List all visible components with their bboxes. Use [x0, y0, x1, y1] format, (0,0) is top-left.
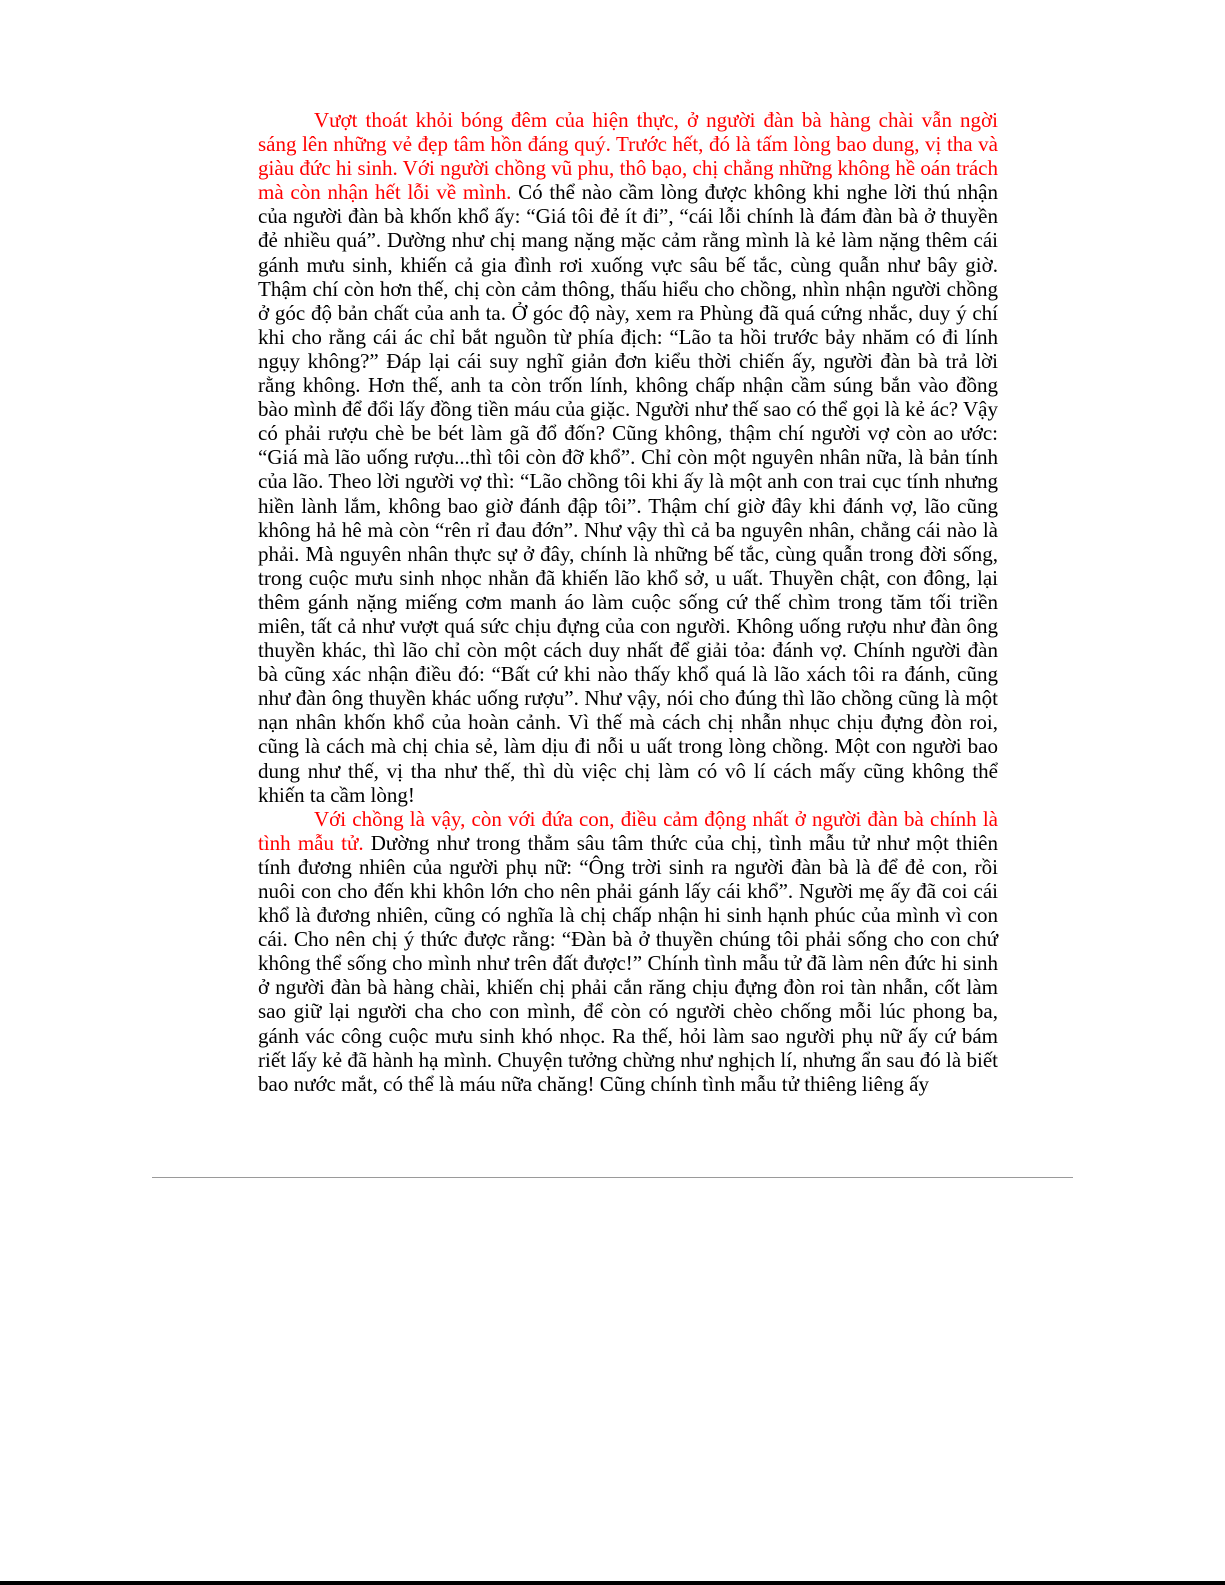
page-divider: [152, 1177, 1073, 1178]
paragraph-2: [258, 807, 998, 1096]
paragraph-1: [258, 108, 998, 807]
document-body: [258, 108, 998, 1096]
highlighted-sentence-2: Với chồng là vậy, còn với đứa con, điều cảm động nhất ở người đàn bà chính là tình mẫu tử.: [258, 806, 998, 855]
paragraph-1-body: Có thể nào cầm lòng được không khi nghe lời thú nhận của người đàn bà khốn khổ ấy: “Giá tôi đẻ ít đi”, “cái lỗi chính là đám đàn bà ở thuyền đẻ nhiều quá”. Dường như chị mang nặng mặc cảm rằng mình là kẻ làm nặng thêm cái gánh mưu sinh, khiến cả gia đình rơi xuống vực sâu bế tắc, cùng quẫn như bây giờ. Thậm chí còn hơn thế, chị còn cảm thông, thấu hiểu cho chồng, nhìn nhận người chồng ở góc độ bản chất của anh ta. Ở góc độ này, xem ra Phùng đã quá cứng nhắc, duy ý chí khi cho rằng cái ác chỉ bắt nguồn từ phía địch: “Lão ta hồi trước bảy nhăm có đi lính ngụy không?” Đáp lại cái suy nghĩ giản đơn kiểu thời chiến ấy, người đàn bà trả lời rằng không. Hơn thế, anh ta còn trốn lính, không chấp nhận cầm súng bắn vào đồng bào mình để đổi lấy đồng tiền máu của giặc. Người như thế sao có thể gọi là kẻ ác? Vậy có phải rượu chè be bét làm gã đổ đốn? Cũng không, thậm chí người vợ còn ao ước: “Giá mà lão uống rượu...thì tôi còn đỡ khổ”. Chỉ còn một nguyên nhân nữa, là bản tính của lão. Theo lời người vợ thì: “Lão chồng tôi khi ấy là một anh con trai cục tính nhưng hiền lành lắm, không bao giờ đánh đập tôi”. Thậm chí giờ đây khi đánh vợ, lão cũng không hả hê mà còn “rên rỉ đau đớn”. Như vậy thì cả ba nguyên nhân, chẳng cái nào là phải. Mà nguyên nhân thực sự ở đây, chính là những bế tắc, cùng quẫn trong đời sống, trong cuộc mưu sinh nhọc nhằn đã khiến lão khổ sở, u uất. Thuyền chật, con đông, lại thêm gánh nặng miếng cơm manh áo làm cuộc sống cứ thế chìm trong tăm tối triền miên, tất cả như vượt quá sức chịu đựng của con người. Không uống rượu như đàn ông thuyền khác, thì lão chỉ còn một cách duy nhất để giải tỏa: đánh vợ. Chính người đàn bà cũng xác nhận điều đó: “Bất cứ khi nào thấy khổ quá là lão xách tôi ra đánh, cũng như đàn ông thuyền khác uống rượu”. Như vậy, nói cho đúng thì lão chồng cũng là một nạn nhân khốn khổ của hoàn cảnh. Vì thế mà cách chị nhẫn nhục chịu đựng đòn roi, cũng là cách mà chị chia sẻ, làm dịu đi nỗi u uất trong lòng chồng. Một con người bao dung như thế, vị tha như thế, thì dù việc chị làm có vô lí cách mấy cũng không thể khiến ta cầm lòng!: [258, 180, 998, 807]
paragraph-2-body: Dường như trong thẳm sâu tâm thức của chị, tình mẫu tử như một thiên tính đương nhiên của người phụ nữ: “Ông trời sinh ra người đàn bà là để đẻ con, rồi nuôi con cho đến khi khôn lớn cho nên phải gánh lấy cái khổ”. Người mẹ ấy đã coi cái khổ là đương nhiên, cũng có nghĩa là chị chấp nhận hi sinh hạnh phúc của mình vì con cái. Cho nên chị ý thức được rằng: “Đàn bà ở thuyền chúng tôi phải sống cho con chứ không thể sống cho mình như trên đất được!” Chính tình mẫu tử đã làm nên đức hi sinh ở người đàn bà hàng chài, khiến chị phải cắn răng chịu đựng đòn roi tàn nhẫn, cốt làm sao giữ lại người cha cho con mình, để còn có người chèo chống mỗi lúc phong ba, gánh vác công cuộc mưu sinh khó nhọc. Ra thế, hỏi làm sao người phụ nữ ấy cứ bám riết lấy kẻ đã hành hạ mình. Chuyện tưởng chừng như nghịch lí, nhưng ẩn sau đó là biết bao nước mắt, có thể là máu nữa chăng! Cũng chính tình mẫu tử thiêng liêng ấy: [258, 830, 998, 1096]
bottom-edge-bar: [0, 1581, 1225, 1585]
highlighted-sentence-1: Vượt thoát khỏi bóng đêm của hiện thực, ở người đàn bà hàng chài vẫn ngời sáng lên những vẻ đẹp tâm hồn đáng quý. Trước hết, đó là tấm lòng bao dung, vị tha và giàu đức hi sinh. Với người chồng vũ phu, thô bạo, chị chẳng những không hề oán trách mà còn nhận hết lỗi về mình.: [258, 108, 998, 205]
